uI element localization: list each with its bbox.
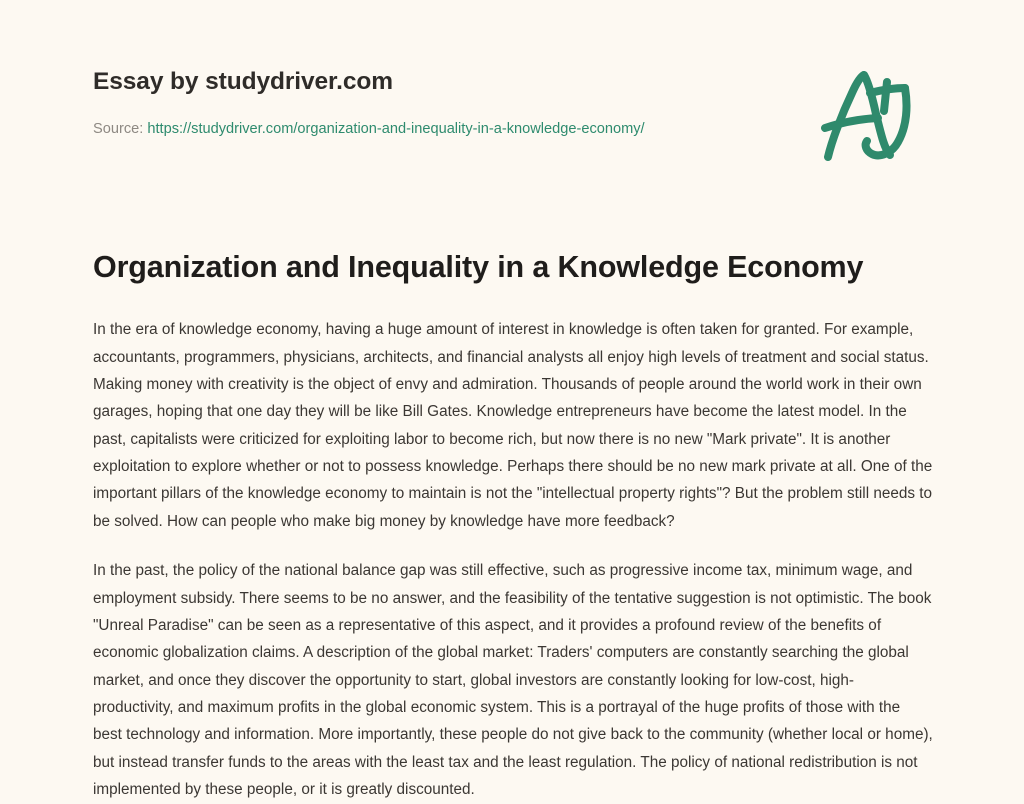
page-header [0, 0, 1024, 200]
source-line [93, 121, 645, 139]
source-url-link[interactable]: https://studydriver.com/organization-and-inequality-in-a-knowledge-economy/ [147, 121, 645, 137]
article-paragraph-1: In the era of knowledge economy, having a huge amount of interest in knowledge is often taken for granted. For example, accountants, programmers, physicians, architects, and financial analysts all enjoy high levels of treatment and social status. Making money with creativity is the object of envy and admiration. Thousands of people around the world work in their own garages, hoping that one day they will be like Bill Gates. Knowledge entrepreneurs have become the latest model. In the past, capitalists were criticized for exploiting labor to become rich, but now there is no new "Mark private". It is another exploitation to explore whether or not to possess knowledge. Perhaps there should be no new mark private at all. One of the important pillars of the knowledge economy to maintain is not the "intellectual property rights"? But the problem still needs to be solved. How can people who make big money by knowledge have more feedback? [93, 321, 933, 530]
studydriver-a-plus-logo-icon[interactable] [812, 62, 924, 166]
source-label: Source: [93, 121, 144, 137]
article-body [93, 316, 933, 803]
brand-title: Essay by studydriver.com [93, 68, 393, 95]
article-paragraph-2: In the past, the policy of the national balance gap was still effective, such as progressive income tax, minimum wage, and employment subsidy. There seems to be no answer, and the feasibility of the tentative suggestion is not optimistic. The book "Unreal Paradise" can be seen as a representative of this aspect, and it provides a profound review of the benefits of economic globalization claims. A description of the global market: Traders' computers are constantly searching the global market, and once they discover the opportunity to start, global investors are constantly looking for low-cost, high-productivity, and maximum profits in the global economic system. This is a portrayal of the huge profits of those with the best technology and information. More importantly, these people do not give back to the community (whether local or home), but instead transfer funds to the areas with the least tax and the least regulation. The policy of national redistribution is not implemented by these people, or it is greatly discounted. [93, 562, 933, 799]
a-plus-logo-glyph [812, 62, 924, 166]
page-title: Organization and Inequality in a Knowledge Economy [93, 250, 864, 284]
article [93, 248, 933, 804]
